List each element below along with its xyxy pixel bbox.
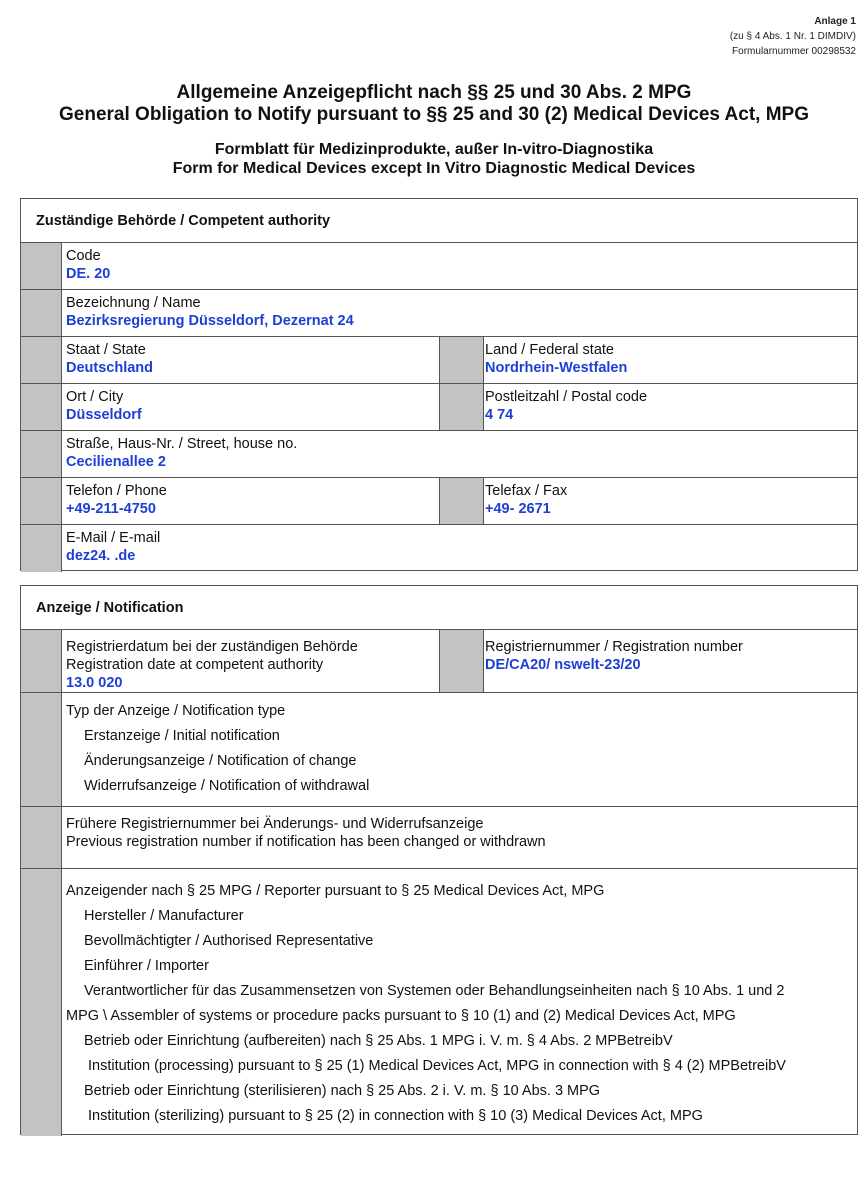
email-value[interactable]: dez24. .de [66, 548, 136, 564]
gray-marker [21, 478, 62, 524]
gray-marker [21, 693, 62, 806]
authority-code-row [21, 243, 857, 290]
state-value[interactable]: Deutschland [66, 360, 154, 376]
option-sterilizing-institution-de[interactable]: Betrieb oder Einrichtung (sterilisieren) nach § 25 Abs. 2 i. V. m. § 10 Abs. 3 MPG [84, 1083, 601, 1099]
option-assembler-en: MPG \ Assembler of systems or procedure packs pursuant to § 10 (1) and (2) Medical Devices Act, MPG [66, 1008, 736, 1024]
phone-label: Telefon / Phone [66, 483, 167, 499]
annex-label: Anlage 1 [814, 16, 856, 27]
gray-marker [439, 337, 484, 383]
gray-marker [21, 869, 62, 1136]
gray-marker [439, 478, 484, 524]
gray-marker [439, 630, 484, 692]
authority-email-row [21, 525, 857, 572]
registration-number-label: Registriernummer / Registration number [485, 639, 743, 655]
fax-value[interactable]: +49- 2671 [485, 501, 551, 517]
registration-date-value[interactable]: 13.0 020 [66, 675, 123, 691]
authority-phone-row [21, 478, 857, 525]
option-assembler-de[interactable]: Verantwortlicher für das Zusammensetzen von Systemen oder Behandlungseinheiten nach § 10 Abs. 1 und 2 [84, 983, 785, 999]
authority-heading: Zuständige Behörde / Competent authority [21, 199, 857, 243]
form-number: Formularnummer 00298532 [732, 46, 856, 57]
reporter-label: Anzeigender nach § 25 MPG / Reporter pursuant to § 25 Medical Devices Act, MPG [66, 883, 605, 899]
authority-section [20, 198, 858, 571]
postal-code-value[interactable]: 4 74 [485, 407, 514, 423]
reporter-block [66, 879, 849, 1129]
annex-ref: (zu § 4 Abs. 1 Nr. 1 DIMDIV) [729, 31, 856, 42]
gray-marker [21, 243, 62, 289]
form-title [0, 82, 868, 126]
option-notification-of-withdrawal[interactable]: Widerrufsanzeige / Notification of withdrawal [84, 778, 370, 794]
reporter-row [21, 869, 857, 1136]
notification-heading: Anzeige / Notification [21, 586, 857, 630]
city-label: Ort / City [66, 389, 124, 405]
annex-reference [730, 14, 856, 59]
authority-street-row [21, 431, 857, 478]
gray-marker [21, 525, 62, 572]
gray-marker [21, 337, 62, 383]
gray-marker [21, 290, 62, 336]
gray-marker [21, 807, 62, 868]
previous-registration-label-de: Frühere Registriernummer bei Änderungs- und Widerrufsanzeige [66, 816, 484, 832]
notification-type-row [21, 693, 857, 807]
form-subtitle [0, 140, 868, 178]
previous-registration-row [21, 807, 857, 869]
name-label: Bezeichnung / Name [66, 295, 201, 311]
postal-code-label: Postleitzahl / Postal code [485, 389, 648, 405]
option-sterilizing-institution-en: Institution (sterilizing) pursuant to § 25 (2) in connection with § 10 (3) Medical Devices Act, MPG [88, 1108, 703, 1124]
option-processing-institution-de[interactable]: Betrieb oder Einrichtung (aufbereiten) nach § 25 Abs. 1 MPG i. V. m. § 4 Abs. 2 MPBetreibV [84, 1033, 673, 1049]
gray-marker [21, 384, 62, 430]
state-label: Staat / State [66, 342, 146, 358]
code-label: Code [66, 248, 101, 264]
fax-label: Telefax / Fax [485, 483, 568, 499]
email-label: E-Mail / E-mail [66, 530, 161, 546]
title-line-de: Allgemeine Anzeigepflicht nach §§ 25 und 30 Abs. 2 MPG [176, 82, 692, 103]
previous-registration-label-en: Previous registration number if notification has been changed or withdrawn [66, 834, 546, 850]
phone-value[interactable]: +49-211-4750 [66, 501, 156, 517]
gray-marker [21, 630, 62, 692]
notification-type-block [66, 699, 849, 799]
registration-number-value[interactable]: DE/CA20/ nswelt-23/20 [485, 657, 641, 673]
registration-date-label-de: Registrierdatum bei der zuständigen Behörde [66, 639, 358, 655]
subtitle-line-en: Form for Medical Devices except In Vitro Diagnostic Medical Devices [172, 160, 696, 177]
authority-state-row [21, 337, 857, 384]
street-label: Straße, Haus-Nr. / Street, house no. [66, 436, 298, 452]
name-value[interactable]: Bezirksregierung Düsseldorf, Dezernat 24 [66, 313, 354, 329]
option-authorised-representative[interactable]: Bevollmächtigter / Authorised Representative [84, 933, 374, 949]
gray-marker [21, 431, 62, 477]
option-importer[interactable]: Einführer / Importer [84, 958, 209, 974]
notification-section [20, 585, 858, 1135]
option-processing-institution-en: Institution (processing) pursuant to § 25 (1) Medical Devices Act, MPG in connection with § 4 (2) MPBetreibV [88, 1058, 786, 1074]
authority-city-row [21, 384, 857, 431]
option-initial-notification[interactable]: Erstanzeige / Initial notification [84, 728, 280, 744]
street-value[interactable]: Cecilienallee 2 [66, 454, 166, 470]
federal-state-label: Land / Federal state [485, 342, 614, 358]
authority-name-row [21, 290, 857, 337]
registration-date-label-en: Registration date at competent authority [66, 657, 324, 673]
option-notification-of-change[interactable]: Änderungsanzeige / Notification of change [84, 753, 357, 769]
notification-type-label: Typ der Anzeige / Notification type [66, 703, 286, 719]
city-value[interactable]: Düsseldorf [66, 407, 142, 423]
code-value[interactable]: DE. 20 [66, 266, 111, 282]
gray-marker [439, 384, 484, 430]
subtitle-line-de: Formblatt für Medizinprodukte, außer In-vitro-Diagnostika [214, 141, 654, 158]
registration-row [21, 630, 857, 693]
option-manufacturer[interactable]: Hersteller / Manufacturer [84, 908, 244, 924]
title-line-en: General Obligation to Notify pursuant to §§ 25 and 30 (2) Medical Devices Act, MPG [59, 104, 809, 125]
federal-state-value[interactable]: Nordrhein-Westfalen [485, 360, 628, 376]
